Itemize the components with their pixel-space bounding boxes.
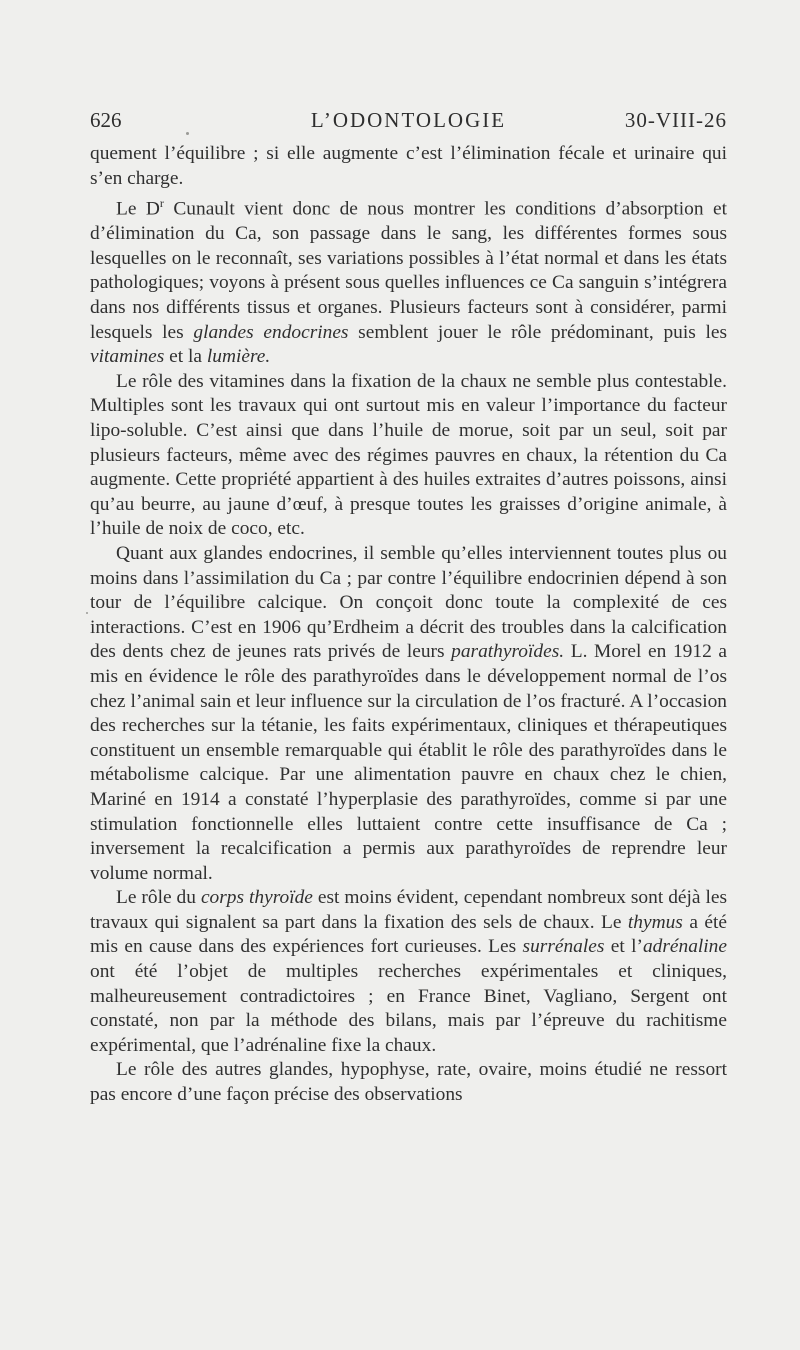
text-run: semblent jouer le rôle prédominant, puis les: [348, 321, 727, 343]
text-run: Le D: [116, 198, 160, 220]
text-run: Le rôle du: [116, 887, 201, 909]
italic-term: surrénales: [522, 936, 605, 958]
italic-term: adrénaline: [642, 936, 727, 958]
issue-date: 30-VIII-26: [624, 108, 727, 132]
text-run: a été mis en cause dans des expériences fort curieuses. Les: [90, 911, 727, 958]
italic-term: corps thyroïde: [200, 887, 313, 909]
page-number: 626: [90, 108, 122, 132]
text-run: et la: [164, 346, 207, 368]
paragraph: [90, 191, 727, 370]
print-speck: [86, 612, 88, 614]
italic-term: thymus: [627, 911, 683, 933]
text-run: L. Morel en 1912 a mis en évidence le rôle des parathyroïdes dans le développement normal de l’os chez l’animal sain et leur influence sur la circulation de l’os fracturé. A l’occasion des recherches sur la tétanie, les faits expérimentaux, cliniques et thérapeutiques constituent un ensemble remarquable qui établit le rôle des parathyroïdes dans le métabolisme calcique. Par une alimentation pauvre en chaux chez le chien, Mariné en 1914 a constaté l’hyperplasie des parathyroïdes, comme si par une stimulation fonctionnelle elles luttaient contre cette insuffisance de Ca ; inversement la recalcification a permis aux parathyroïdes de reprendre leur volume normal.: [90, 641, 727, 884]
text-run: Cunault vient donc de nous montrer les conditions d’absorption et d’élimination du Ca, son passage dans le sang, les différentes formes sous lesquelles on le reconnaît, ses variations possibles à l’état normal et dans les états pathologiques; voyons à présent sous quelles influences ce Ca sanguin s’intégrera dans nos différents tissus et organes. Plusieurs facteurs sont à considérer, parmi lesquels les: [90, 198, 727, 343]
paragraph: [90, 370, 727, 542]
paragraph: [90, 886, 727, 1058]
print-speck: [186, 132, 189, 135]
text-run: ont été l’objet de multiples recherches expérimentales et cliniques, malheureusement contradictoires ; en France Binet, Vagliano, Sergent ont constaté, non par la méthode des bilans, mais par l’épreuve du rachitisme expérimental, que l’adrénaline fixe la chaux.: [90, 961, 727, 1056]
superscript: r: [159, 196, 164, 211]
paragraph: [90, 142, 727, 191]
journal-title: L’ODONTOLOGIE: [310, 108, 507, 132]
text-run: Le rôle des vitamines dans la fixation de la chaux ne semble plus contestable. Multiples sont les travaux qui ont surtout mis en valeur l’importance du facteur lipo-soluble. C’est ainsi que dans l’huile de morue, soit par un seul, soit par plusieurs facteurs, même avec des régimes pauvres en chaux, la rétention du Ca augmente. Cette propriété appartient à des huiles extraites d’autres poissons, ainsi qu’au beurre, au jaune d’œuf, à presque toutes les graisses d’origine animale, à l’huile de noix de coco, etc.: [90, 370, 727, 540]
text-run: est moins évident, cependant nombreux sont déjà les travaux qui signalent sa part dans la fixation des sels de chaux. Le: [90, 887, 728, 933]
italic-term: glandes endocrines: [193, 321, 349, 343]
text-run: Le rôle des autres glandes, hypophyse, rate, ovaire, moins étudié ne ressort pas encore d’une façon précise des observations: [90, 1059, 727, 1106]
book-page: [90, 108, 727, 1108]
running-header: [90, 108, 727, 142]
paragraph: [90, 542, 727, 886]
italic-term: lumière.: [206, 346, 271, 368]
text-run: Quant aux glandes endocrines, il semble qu’elles interviennent toutes plus ou moins dans l’assimilation du Ca ; par contre l’équilibre endocrinien dépend à son tour de l’équilibre calcique. On conçoit donc toute la complexité de ces interactions. C’est en 1906 qu’Erdheim a décrit des troubles dans la calcification des dents chez de jeunes rats privés de leurs: [90, 542, 727, 663]
body-text: [90, 142, 727, 1108]
text-run: quement l’équilibre ; si elle augmente c’est l’élimination fécale et urinaire qui s’en charge.: [90, 143, 727, 189]
italic-term: vitamines: [90, 346, 165, 368]
italic-term: parathyroïdes.: [451, 641, 565, 663]
paragraph: [90, 1058, 727, 1107]
text-run: et l’: [604, 936, 643, 958]
